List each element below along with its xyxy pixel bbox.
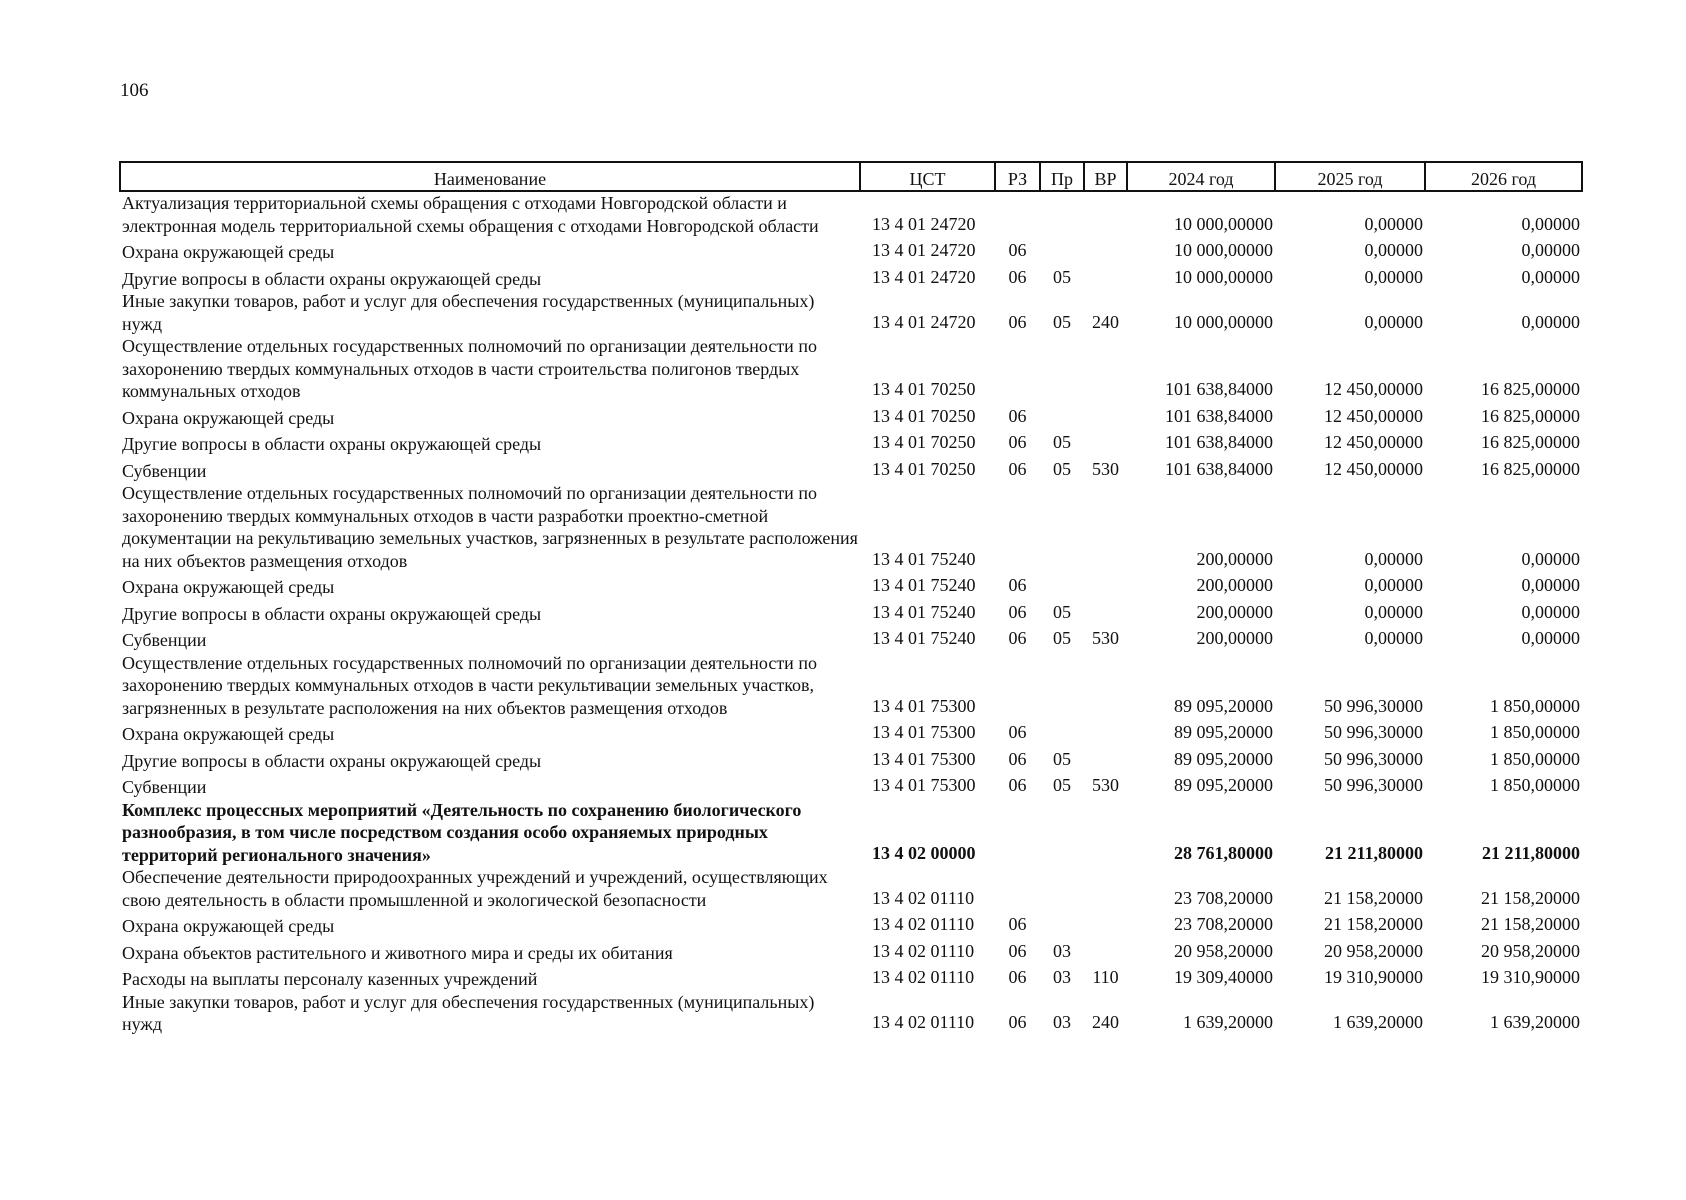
cell-cst: 13 4 01 75240	[872, 601, 976, 622]
cell-name: Охрана окружающей среды	[122, 242, 335, 262]
cell-rz: 06	[1008, 628, 1027, 648]
cell-rz	[995, 191, 1040, 237]
header-pr: Пр	[1040, 162, 1084, 191]
table-row	[120, 191, 1582, 237]
cell-2024: 10 000,00000	[1174, 266, 1273, 287]
cell-pr: 05	[1053, 311, 1071, 332]
cell-2026: 21 211,80000	[1481, 842, 1580, 863]
cell-name: Осуществление отдельных государственных полномочий по организации деятельности по захоронению твердых коммунальных отходов в части рекультивации земельных участков, загрязненных в результате расположения на них объектов размещения отходов	[122, 652, 817, 718]
cell-cst: 13 4 02 01110	[872, 940, 975, 961]
header-name: Наименование	[120, 162, 860, 191]
cell-name: Другие вопросы в области охраны окружающей среды	[122, 750, 542, 771]
cell-pr	[1040, 403, 1084, 430]
cell-vr: 110	[1092, 967, 1119, 987]
cell-cst: 13 4 01 75300	[872, 748, 976, 769]
cell-vr	[1084, 938, 1127, 965]
cell-2026: 1 850,00000	[1490, 722, 1580, 742]
cell-2026: 16 825,00000	[1481, 458, 1580, 479]
cell-vr	[1084, 264, 1127, 291]
cell-name: Осуществление отдельных государственных полномочий по организации деятельности по захоронению твердых коммунальных отходов в части строительства полигонов твердых коммунальных отходов	[122, 336, 817, 401]
cell-rz: 06	[1008, 458, 1027, 479]
cell-cst: 13 4 02 01110	[872, 1012, 975, 1032]
cell-2025: 0,00000	[1364, 311, 1423, 332]
cell-name: Субвенции	[122, 460, 207, 481]
cell-cst: 13 4 02 01110	[872, 914, 975, 934]
cell-vr: 530	[1092, 628, 1119, 648]
header-2025: 2025 год	[1275, 162, 1425, 191]
cell-name: Расходы на выплаты персоналу казенных учреждений	[122, 969, 538, 989]
header-2026: 2026 год	[1425, 162, 1582, 191]
cell-name: Комплекс процессных мероприятий «Деятельность по сохранению биологического разнообразия, в том числе посредством создания особо охраняемых природных территорий регионального значения»	[122, 799, 802, 865]
cell-2024: 10 000,00000	[1174, 311, 1273, 332]
table-row	[120, 599, 1582, 626]
cell-rz: 06	[1008, 240, 1027, 260]
cell-2026: 16 825,00000	[1481, 379, 1580, 399]
cell-rz: 06	[1008, 967, 1027, 987]
table-row	[120, 719, 1582, 746]
cell-vr	[1084, 599, 1127, 626]
cell-rz: 06	[1008, 601, 1027, 622]
cell-rz	[995, 482, 1040, 572]
cell-2024: 200,00000	[1196, 628, 1273, 648]
table-row	[120, 991, 1582, 1036]
cell-cst: 13 4 01 24720	[872, 266, 976, 287]
cell-2025: 21 158,20000	[1324, 887, 1423, 908]
table-row	[120, 264, 1582, 291]
cell-rz: 06	[1008, 775, 1027, 795]
cell-2024: 101 638,84000	[1165, 458, 1273, 479]
cell-2025: 21 211,80000	[1324, 842, 1423, 863]
cell-vr: 240	[1092, 311, 1119, 332]
cell-rz: 06	[1008, 575, 1027, 595]
cell-name: Охрана окружающей среды	[122, 577, 335, 597]
cell-cst: 13 4 02 00000	[872, 842, 976, 863]
cell-2026: 20 958,20000	[1481, 940, 1580, 961]
cell-name: Охрана окружающей среды	[122, 724, 335, 744]
cell-2025: 0,00000	[1364, 628, 1423, 648]
cell-2026: 0,00000	[1521, 311, 1580, 332]
cell-2026: 21 158,20000	[1481, 914, 1580, 934]
cell-cst: 13 4 01 70250	[872, 379, 976, 399]
cell-rz: 06	[1008, 940, 1027, 961]
cell-vr	[1084, 911, 1127, 938]
cell-name: Охрана окружающей среды	[122, 407, 335, 428]
cell-pr: 03	[1053, 1012, 1071, 1032]
cell-rz: 06	[1008, 405, 1027, 426]
table-row	[120, 938, 1582, 965]
cell-pr	[1040, 482, 1084, 572]
cell-vr	[1084, 482, 1127, 572]
table-row	[120, 237, 1582, 264]
cell-pr	[1040, 335, 1084, 403]
cell-2025: 19 310,90000	[1324, 967, 1423, 987]
cell-vr	[1084, 572, 1127, 599]
cell-rz: 06	[1008, 748, 1027, 769]
cell-pr	[1040, 719, 1084, 746]
header-vr: ВР	[1084, 162, 1127, 191]
cell-2024: 23 708,20000	[1174, 887, 1273, 908]
cell-2024: 200,00000	[1196, 601, 1273, 622]
cell-cst: 13 4 01 24720	[872, 240, 976, 260]
cell-name: Иные закупки товаров, работ и услуг для обеспечения государственных (муниципальных) нужд	[122, 291, 815, 334]
cell-pr	[1040, 652, 1084, 720]
cell-2024: 101 638,84000	[1165, 405, 1273, 426]
cell-pr	[1040, 911, 1084, 938]
cell-2026: 16 825,00000	[1481, 405, 1580, 426]
cell-2024: 200,00000	[1196, 548, 1273, 569]
cell-2024: 89 095,20000	[1174, 775, 1273, 795]
cell-2025: 12 450,00000	[1324, 405, 1423, 426]
cell-rz: 06	[1008, 311, 1027, 332]
cell-name: Обеспечение деятельности природоохранных учреждений и учреждений, осуществляющих свою деятельность в области промышленной и экологической безопасности	[122, 867, 828, 910]
cell-2026: 1 850,00000	[1490, 775, 1580, 795]
table-body	[120, 191, 1582, 1036]
table-row	[120, 652, 1582, 720]
cell-2026: 0,00000	[1521, 575, 1580, 595]
cell-pr: 03	[1053, 967, 1071, 987]
table-row	[120, 964, 1582, 991]
cell-pr	[1040, 799, 1084, 867]
table-row	[120, 429, 1582, 456]
cell-cst: 13 4 01 70250	[872, 458, 976, 479]
table-row	[120, 772, 1582, 799]
cell-pr: 03	[1053, 940, 1071, 961]
cell-2024: 101 638,84000	[1165, 379, 1273, 399]
cell-name: Иные закупки товаров, работ и услуг для обеспечения государственных (муниципальных) нужд	[122, 991, 815, 1034]
cell-2025: 50 996,30000	[1324, 748, 1423, 769]
cell-rz: 06	[1008, 432, 1027, 452]
cell-pr	[1040, 572, 1084, 599]
cell-rz	[995, 652, 1040, 720]
cell-vr	[1084, 335, 1127, 403]
cell-2025: 12 450,00000	[1324, 379, 1423, 399]
cell-vr	[1084, 746, 1127, 773]
cell-2026: 0,00000	[1521, 213, 1580, 234]
cell-name: Охрана объектов растительного и животного мира и среды их обитания	[122, 942, 673, 963]
cell-2026: 19 310,90000	[1481, 967, 1580, 987]
cell-pr: 05	[1053, 748, 1071, 769]
cell-vr	[1084, 191, 1127, 237]
cell-rz: 06	[1008, 266, 1027, 287]
cell-2024: 200,00000	[1196, 575, 1273, 595]
cell-name: Осуществление отдельных государственных полномочий по организации деятельности по захоронению твердых коммунальных отходов в части разработки проектно-сметной документации на рекультивацию земельных участков, загрязненных в результате расположения на них объектов размещения отходов	[122, 483, 858, 571]
table-row	[120, 482, 1582, 572]
cell-vr	[1084, 237, 1127, 264]
budget-table	[119, 161, 1583, 1036]
cell-cst: 13 4 02 01110	[872, 967, 975, 987]
cell-2025: 0,00000	[1364, 575, 1423, 595]
cell-pr: 05	[1053, 775, 1071, 795]
cell-pr: 05	[1053, 458, 1071, 479]
cell-cst: 13 4 01 75240	[872, 628, 976, 648]
cell-cst: 13 4 01 70250	[872, 432, 976, 452]
cell-2024: 20 958,20000	[1174, 940, 1273, 961]
cell-2025: 20 958,20000	[1324, 940, 1423, 961]
cell-2024: 10 000,00000	[1174, 213, 1273, 234]
cell-cst: 13 4 01 75300	[872, 722, 976, 742]
cell-2024: 19 309,40000	[1174, 967, 1273, 987]
header-2024: 2024 год	[1127, 162, 1275, 191]
cell-2025: 0,00000	[1364, 266, 1423, 287]
cell-vr	[1084, 866, 1127, 911]
cell-2025: 0,00000	[1364, 548, 1423, 569]
cell-2024: 89 095,20000	[1174, 722, 1273, 742]
cell-pr: 05	[1053, 601, 1071, 622]
table-row	[120, 799, 1582, 867]
header-cst: ЦСТ	[860, 162, 995, 191]
table-row	[120, 911, 1582, 938]
header-rz: РЗ	[995, 162, 1040, 191]
cell-2024: 1 639,20000	[1183, 1012, 1273, 1032]
cell-2024: 101 638,84000	[1165, 432, 1273, 452]
cell-vr	[1084, 429, 1127, 456]
table-row	[120, 746, 1582, 773]
cell-2024: 89 095,20000	[1174, 695, 1273, 716]
cell-cst: 13 4 01 75240	[872, 575, 976, 595]
cell-2026: 0,00000	[1521, 240, 1580, 260]
cell-2025: 50 996,30000	[1324, 775, 1423, 795]
cell-2024: 10 000,00000	[1174, 240, 1273, 260]
cell-pr: 05	[1053, 266, 1071, 287]
cell-cst: 13 4 01 75300	[872, 695, 976, 716]
cell-pr	[1040, 237, 1084, 264]
cell-2025: 12 450,00000	[1324, 432, 1423, 452]
cell-vr: 530	[1092, 458, 1119, 479]
cell-2026: 1 639,20000	[1490, 1012, 1580, 1032]
cell-2024: 28 761,80000	[1174, 842, 1273, 863]
cell-2025: 1 639,20000	[1333, 1012, 1423, 1032]
cell-vr	[1084, 403, 1127, 430]
cell-2026: 1 850,00000	[1490, 695, 1580, 716]
cell-pr	[1040, 191, 1084, 237]
cell-vr: 530	[1092, 775, 1119, 795]
cell-cst: 13 4 01 75240	[872, 548, 976, 569]
table-row	[120, 403, 1582, 430]
table-row	[120, 625, 1582, 652]
cell-name: Другие вопросы в области охраны окружающей среды	[122, 268, 542, 289]
cell-2025: 0,00000	[1364, 601, 1423, 622]
cell-2026: 16 825,00000	[1481, 432, 1580, 452]
cell-rz	[995, 799, 1040, 867]
cell-2025: 0,00000	[1364, 240, 1423, 260]
cell-cst: 13 4 01 70250	[872, 405, 976, 426]
cell-name: Субвенции	[122, 777, 207, 797]
cell-cst: 13 4 01 75300	[872, 775, 976, 795]
cell-2026: 0,00000	[1521, 548, 1580, 569]
cell-pr: 05	[1053, 628, 1071, 648]
cell-2026: 1 850,00000	[1490, 748, 1580, 769]
cell-2025: 12 450,00000	[1324, 458, 1423, 479]
cell-vr	[1084, 719, 1127, 746]
cell-cst: 13 4 01 24720	[872, 311, 976, 332]
table-row	[120, 866, 1582, 911]
cell-2024: 89 095,20000	[1174, 748, 1273, 769]
cell-2025: 21 158,20000	[1324, 914, 1423, 934]
cell-pr: 05	[1053, 432, 1071, 452]
cell-vr	[1084, 799, 1127, 867]
cell-name: Другие вопросы в области охраны окружающей среды	[122, 603, 542, 624]
cell-name: Актуализация территориальной схемы обращения с отходами Новгородской области и электронная модель территориальной схемы обращения с отходами Новгородской области	[122, 193, 819, 236]
cell-name: Охрана окружающей среды	[122, 916, 335, 936]
cell-rz: 06	[1008, 914, 1027, 934]
cell-vr: 240	[1092, 1012, 1119, 1032]
cell-pr	[1040, 866, 1084, 911]
cell-2025: 0,00000	[1364, 213, 1423, 234]
cell-cst: 13 4 01 24720	[872, 213, 976, 234]
table-row	[120, 335, 1582, 403]
cell-2025: 50 996,30000	[1324, 695, 1423, 716]
table-row	[120, 572, 1582, 599]
table-row	[120, 290, 1582, 335]
cell-vr	[1084, 652, 1127, 720]
table-row	[120, 456, 1582, 483]
page-number: 106	[120, 80, 149, 101]
cell-name: Субвенции	[122, 630, 207, 650]
cell-2024: 23 708,20000	[1174, 914, 1273, 934]
cell-rz: 06	[1008, 722, 1027, 742]
table-header-row	[120, 162, 1582, 191]
cell-2026: 0,00000	[1521, 266, 1580, 287]
cell-rz	[995, 335, 1040, 403]
cell-2025: 50 996,30000	[1324, 722, 1423, 742]
cell-2026: 0,00000	[1521, 601, 1580, 622]
cell-2026: 0,00000	[1521, 628, 1580, 648]
cell-name: Другие вопросы в области охраны окружающей среды	[122, 434, 542, 454]
cell-rz	[995, 866, 1040, 911]
cell-rz: 06	[1008, 1012, 1027, 1032]
cell-2026: 21 158,20000	[1481, 887, 1580, 908]
cell-cst: 13 4 02 01110	[872, 887, 975, 908]
